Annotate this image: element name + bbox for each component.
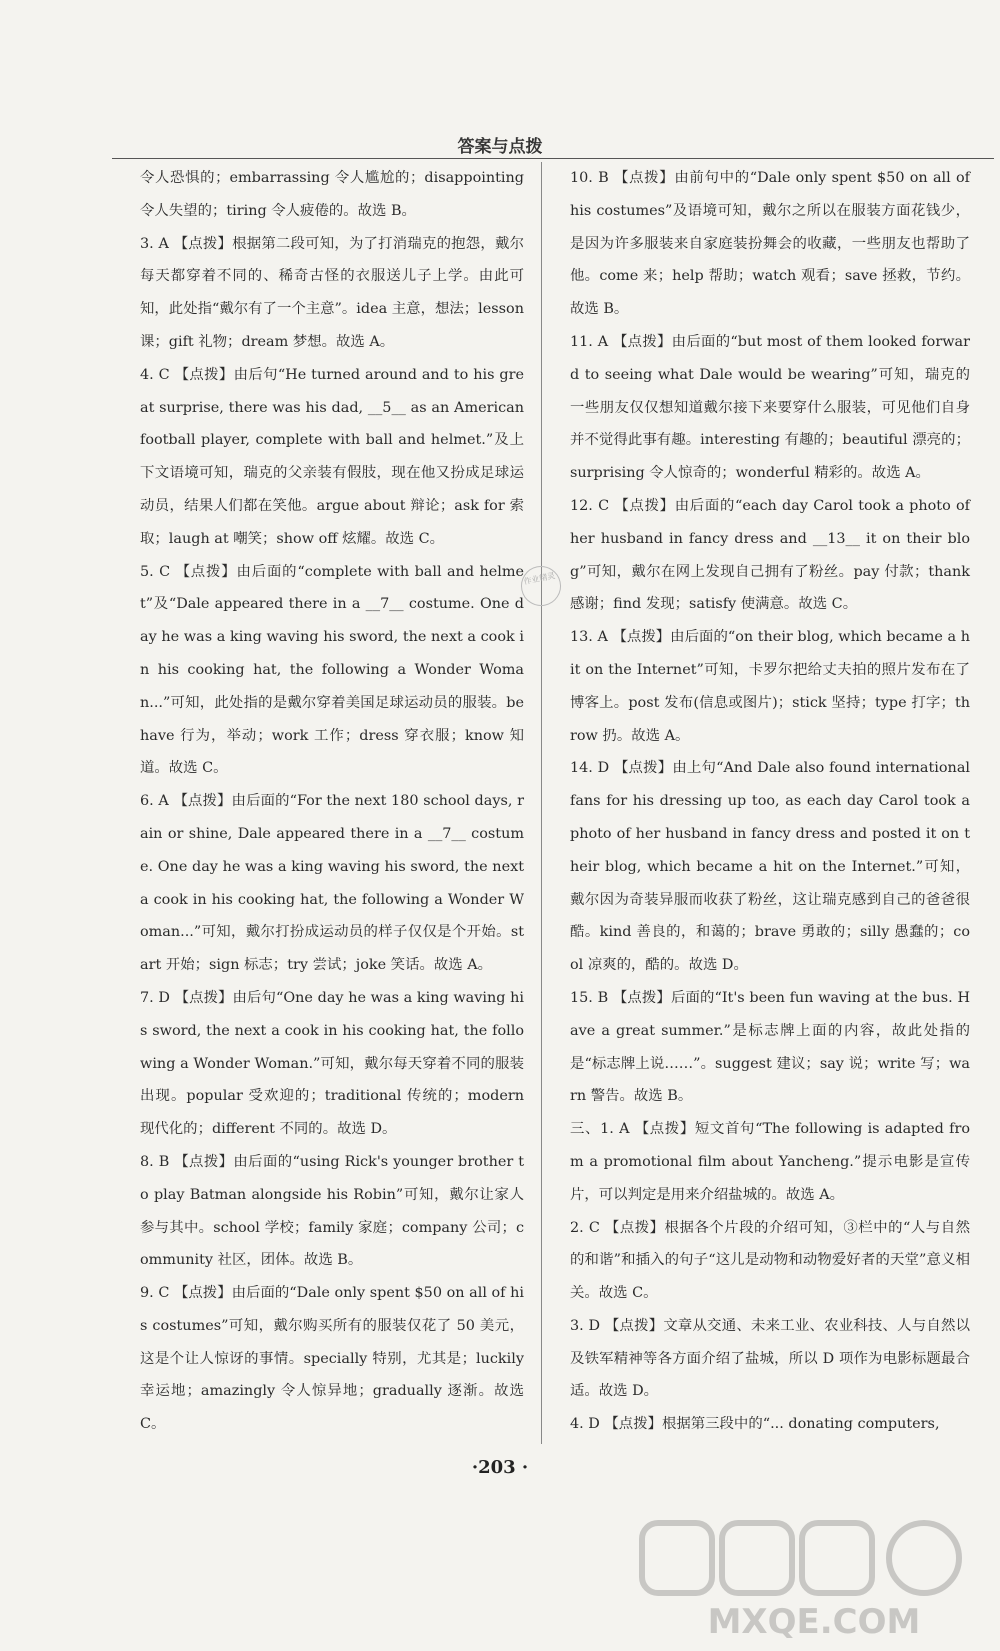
- answer-paragraph: 13. A 【点拨】由后面的“on their blog, which became a hit on the Internet”可知，卡罗尔把给丈夫拍的照片发布在了博客上。post 发布(信息或图片)；stick 坚持；type 打字；throw 扔。故选 A。: [570, 629, 970, 744]
- answer-paragraph: 4. C 【点拨】由后句“He turned around and to his great surprise, there was his dad, __5__ as an American football player, complete with ball and helmet.”及上下文语境可知，瑞克的父亲装有假肢，现在他又扮成足球运动员，结果人们都在笑他。argue about 辩论；ask for 索取；laugh at 嘲笑；show off 炫耀。故选 C。: [140, 366, 524, 547]
- header-rule: [112, 158, 994, 159]
- header-title: 答案与点拨: [457, 137, 543, 157]
- answer-paragraph: 15. B 【点拨】后面的“It's been fun waving at the bus. Have a great summer.”是标志牌上面的内容，故此处指的是“标志牌上说……”。suggest 建议；say 说；write 写；warn 警告。故选 B。: [570, 989, 970, 1105]
- right-column: [570, 162, 970, 1441]
- stamp-watermark: 作业精灵: [517, 562, 564, 609]
- watermark-logo: [634, 1515, 994, 1645]
- answer-paragraph: 三、1. A 【点拨】短文首句“The following is adapted from a promotional film about Yancheng.”提示电影是宣传片，可以判定是用来介绍盐城的。故选 A。: [570, 1121, 970, 1203]
- answer-paragraph: 9. C 【点拨】由后面的“Dale only spent $50 on all of his costumes”可知，戴尔购买所有的服装仅花了 50 美元，这是个让人惊讶的事情。specially 特别，尤其是；luckily 幸运地；amazingly 令人惊异地；gradually 逐渐。故选 C。: [140, 1285, 524, 1433]
- answer-paragraph: 3. A 【点拨】根据第二段可知，为了打消瑞克的抱怨，戴尔每天都穿着不同的、稀奇古怪的衣服送儿子上学。由此可知，此处指“戴尔有了一个主意”。idea 主意，想法；lesson 课；gift 礼物；dream 梦想。故选 A。: [140, 235, 524, 350]
- answer-paragraph: 8. B 【点拨】由后面的“using Rick's younger brother to play Batman alongside his Robin”可知，戴尔让家人参与其中。school 学校；family 家庭；company 公司；community 社区，团体。故选 B。: [140, 1153, 524, 1269]
- answer-paragraph: 5. C 【点拨】由后面的“complete with ball and helmet”及“Dale appeared there in a __7__ costume. One day he was a king waving his sword, the next a cook in his cooking hat, the following a Wonder Woman...”可知，此处指的是戴尔穿着美国足球运动员的服装。behave 行为，举动；work 工作；dress 穿衣服；know 知道。故选 C。: [140, 563, 524, 777]
- left-column: [140, 162, 524, 1441]
- answer-paragraph: 12. C 【点拨】由后面的“each day Carol took a photo of her husband in fancy dress and __13__ it on their blog”可知，戴尔在网上发现自己拥有了粉丝。pay 付款；thank 感谢；find 发现；satisfy 使满意。故选 C。: [570, 497, 970, 613]
- column-divider: [541, 162, 542, 1444]
- answer-paragraph: 3. D 【点拨】文章从交通、未来工业、农业科技、人与自然以及铁军精神等各方面介绍了盐城，所以 D 项作为电影标题最合适。故选 D。: [570, 1317, 970, 1400]
- answer-paragraph: 2. C 【点拨】根据各个片段的介绍可知，③栏中的“人与自然的和谐”和插入的句子“这儿是动物和动物爱好者的天堂”意义相关。故选 C。: [570, 1219, 970, 1302]
- answer-paragraph: 7. D 【点拨】由后句“One day he was a king waving his sword, the next a cook in his cooking hat, the following a Wonder Woman.”可知，戴尔每天穿着不同的服装出现。popular 受欢迎的；traditional 传统的；modern 现代化的；different 不同的。故选 D。: [140, 989, 524, 1138]
- answer-paragraph: 14. D 【点拨】由上句“And Dale also found international fans for his dressing up too, as each day Carol took a photo of her husband in fancy dress and posted it on their blog, which became a hit on the Internet.”可知，戴尔因为奇装异服而收获了粉丝，这让瑞克感到自己的爸爸很酷。kind 善良的，和蔼的；brave 勇敢的；silly 愚蠢的；cool 凉爽的，酷的。故选 D。: [570, 760, 970, 974]
- page-number: ·203 ·: [471, 1457, 529, 1478]
- answer-paragraph: 6. A 【点拨】由后面的“For the next 180 school days, rain or shine, Dale appeared there in a __7__ costume. One day he was a king waving his sword, the next a cook in his cooking hat, the following a Wonder Woman...”可知，戴尔打扮成运动员的样子仅仅是个开始。start 开始；sign 标志；try 尝试；joke 笑话。故选 A。: [140, 793, 524, 974]
- answer-paragraph: 令人恐惧的；embarrassing 令人尴尬的；disappointing 令人失望的；tiring 令人疲倦的。故选 B。: [140, 170, 524, 219]
- answer-paragraph: 4. D 【点拨】根据第三段中的“... donating computers,: [570, 1416, 940, 1433]
- answer-paragraph: 11. A 【点拨】由后面的“but most of them looked forward to seeing what Dale would be wearing”可知，瑞克的一些朋友仅仅想知道戴尔接下来要穿什么服装，可见他们自身并不觉得此事有趣。interesting 有趣的；beautiful 漂亮的；surprising 令人惊奇的；wonderful 精彩的。故选 A。: [570, 333, 970, 482]
- answer-paragraph: 10. B 【点拨】由前句中的“Dale only spent $50 on all of his costumes”及语境可知，戴尔之所以在服装方面花钱少，是因为许多服装来自家庭装扮舞会的收藏，一些朋友也帮助了他。come 来；help 帮助；watch 观看；save 拯救，节约。故选 B。: [570, 170, 970, 318]
- watermark-text: MXQE.COM: [707, 1602, 921, 1642]
